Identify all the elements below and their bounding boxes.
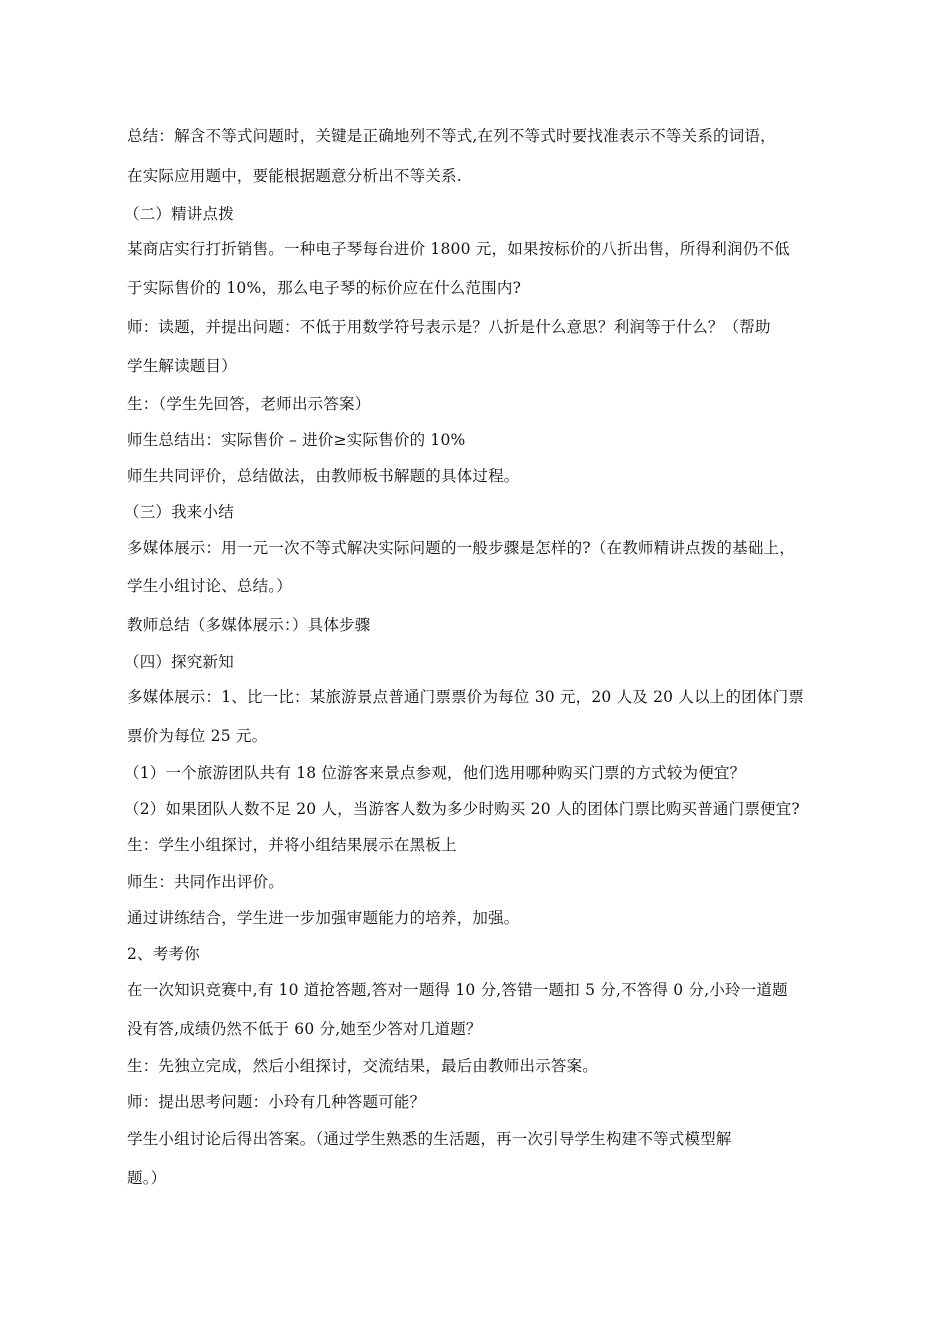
paragraph-line: （1）一个旅游团队共有 18 位游客来景点参观，他们选用哪种购买门票的方式较为便宜？ bbox=[124, 764, 746, 782]
paragraph-line: 通过讲练结合，学生进一步加强审题能力的培养，加强。 bbox=[127, 909, 520, 927]
section-heading: （三）我来小结 bbox=[124, 503, 234, 521]
paragraph-line: 师生：共同作出评价。 bbox=[127, 873, 285, 891]
paragraph-line: 某商店实行打折销售。一种电子琴每台进价 1800 元，如果按标价的八折出售，所得利润仍不低 bbox=[127, 240, 790, 258]
paragraph-line: 生：先独立完成，然后小组探讨，交流结果，最后由教师出示答案。 bbox=[127, 1057, 599, 1075]
paragraph-line: 多媒体展示：用一元一次不等式解决实际问题的一般步骤是怎样的?（在教师精讲点拨的基础上， bbox=[127, 539, 795, 557]
paragraph-line: 教师总结（多媒体展示：）具体步骤 bbox=[127, 616, 371, 634]
paragraph-line: 师：读题，并提出问题：不低于用数学符号表示是？八折是什么意思？利润等于什么？（帮助 bbox=[127, 318, 771, 336]
section-heading: （二）精讲点拨 bbox=[124, 205, 234, 223]
paragraph-line: 师：提出思考问题：小玲有几种答题可能？ bbox=[127, 1093, 426, 1111]
paragraph-line: 于实际售价的 10%，那么电子琴的标价应在什么范围内? bbox=[127, 279, 522, 297]
paragraph-line: 多媒体展示：1、比一比：某旅游景点普通门票票价为每位 30 元，20 人及 20 人以上的团体门票 bbox=[127, 688, 804, 706]
paragraph-line: 生：学生小组探讨，并将小组结果展示在黑板上 bbox=[127, 836, 457, 854]
paragraph-line: 在实际应用题中，要能根据题意分析出不等关系. bbox=[127, 167, 462, 185]
section-heading: 2、考考你 bbox=[127, 945, 200, 963]
paragraph-line: 师生共同评价，总结做法，由教师板书解题的具体过程。 bbox=[127, 467, 520, 485]
paragraph-line: 学生解读题目） bbox=[127, 357, 237, 375]
section-heading: （四）探究新知 bbox=[124, 653, 234, 671]
paragraph-line: 没有答,成绩仍然不低于 60 分,她至少答对几道题？ bbox=[127, 1020, 482, 1038]
paragraph-line: 票价为每位 25 元。 bbox=[127, 727, 268, 745]
paragraph-line: 学生小组讨论、总结。） bbox=[127, 577, 292, 595]
paragraph-line: 师生总结出：实际售价 – 进价≥实际售价的 10% bbox=[127, 431, 466, 449]
paragraph-line: 在一次知识竞赛中,有 10 道抢答题,答对一题得 10 分,答错一题扣 5 分,不答得 0 分,小玲一道题 bbox=[127, 981, 788, 999]
paragraph-line: 题。） bbox=[127, 1169, 167, 1187]
paragraph-line: 生：（学生先回答，老师出示答案） bbox=[127, 395, 371, 413]
paragraph-line: （2）如果团队人数不足 20 人，当游客人数为多少时购买 20 人的团体门票比购买普通门票便宜? bbox=[124, 800, 800, 818]
paragraph-line: 总结：解含不等式问题时，关键是正确地列不等式,在列不等式时要找准表示不等关系的词语， bbox=[127, 127, 776, 145]
paragraph-line: 学生小组讨论后得出答案。（通过学生熟悉的生活题，再一次引导学生构建不等式模型解 bbox=[127, 1130, 732, 1148]
